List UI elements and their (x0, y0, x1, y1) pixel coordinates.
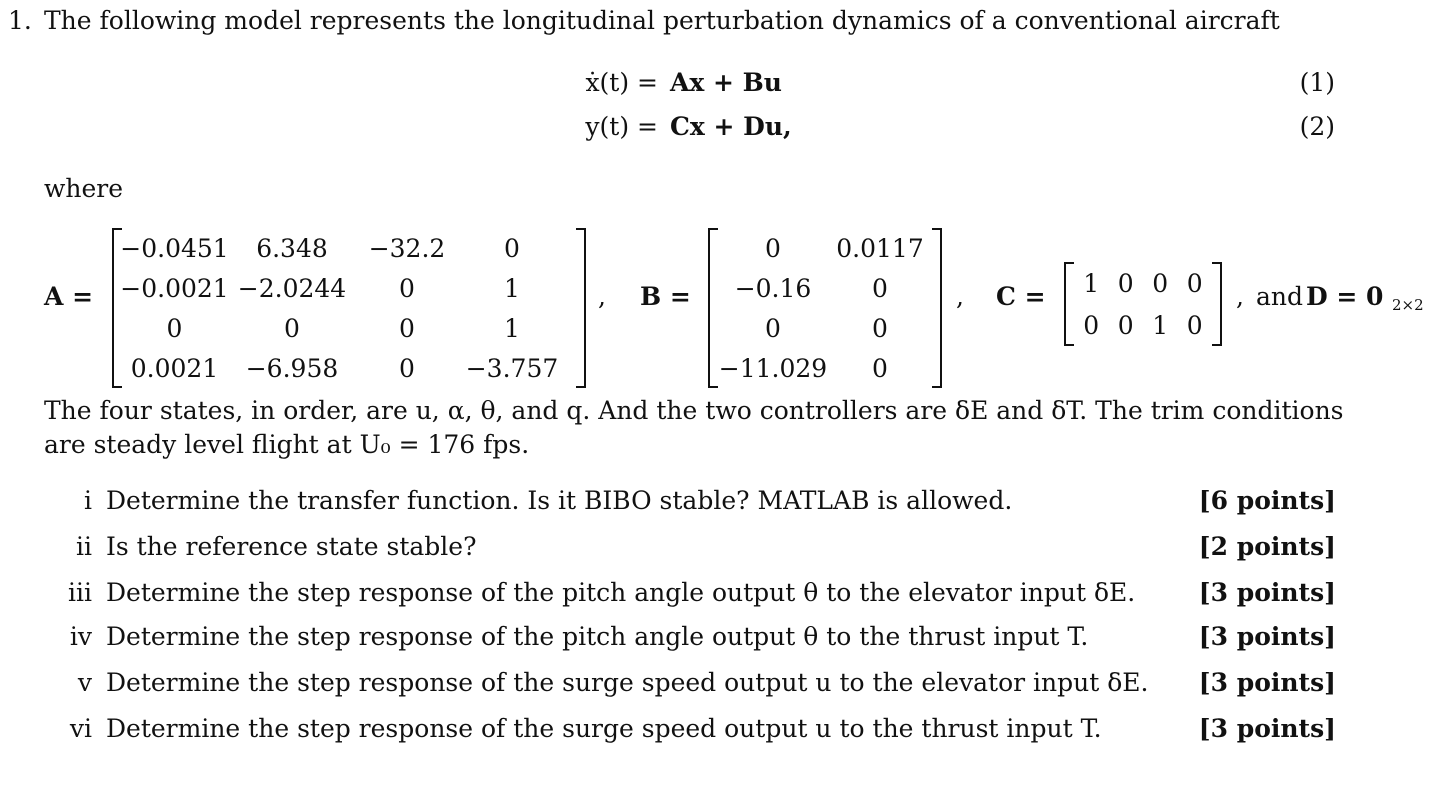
matrix-c-left-bracket (1064, 262, 1074, 346)
equation-1-rhs: Ax + Bu (670, 68, 782, 97)
where-label: where (44, 174, 124, 203)
matrix-c-comma: , (1236, 282, 1244, 311)
matrix-c-cell: 1 (1083, 268, 1100, 298)
matrix-c-cell: 0 (1186, 310, 1203, 340)
matrix-a-cell: 6.348 (256, 233, 328, 263)
matrix-c-cell: 0 (1117, 310, 1134, 340)
problem-intro: The following model represents the longitudinal perturbation dynamics of a conventional aircraft (44, 6, 1280, 35)
question-points: [3 points] (1198, 714, 1336, 743)
matrix-a-cell: −6.958 (245, 353, 339, 383)
matrix-b-cell: 0.0117 (836, 233, 924, 263)
matrix-b-left-bracket (708, 228, 718, 388)
matrix-a-cell: −0.0451 (120, 233, 229, 263)
matrix-b-cell: 0 (872, 313, 888, 343)
question-number: vi (69, 714, 92, 743)
matrix-b-cell: −11.029 (718, 353, 828, 383)
matrix-b-cell: 0 (872, 353, 888, 383)
matrix-a-cell: 1 (504, 313, 520, 343)
question-points: [6 points] (1198, 486, 1336, 515)
equation-1-number: (1) (1299, 68, 1335, 97)
states-text-line-2: are steady level flight at U₀ = 176 fps. (44, 430, 530, 459)
matrix-c-label: C = (996, 282, 1046, 311)
matrix-d-label: D = 0 (1306, 282, 1384, 311)
matrix-a-cell: −0.0021 (120, 273, 229, 303)
matrix-b-cell: 0 (872, 273, 888, 303)
matrix-a-cell: 1 (504, 273, 520, 303)
matrix-a-cell: 0 (399, 313, 415, 343)
matrix-a-cell: −32.2 (368, 233, 446, 263)
question-number: i (84, 486, 92, 515)
equation-2-number: (2) (1299, 112, 1335, 141)
matrix-a-cell: 0 (399, 273, 415, 303)
matrix-a-right-bracket (576, 228, 586, 388)
equation-2-lhs: y(t) = (585, 112, 658, 141)
matrix-c (1064, 262, 1222, 346)
question-text: Is the reference state stable? (106, 532, 477, 561)
question-points: [3 points] (1198, 622, 1336, 651)
matrix-a-cell: 0 (166, 313, 183, 343)
question-text: Determine the transfer function. Is it BIBO stable? MATLAB is allowed. (106, 486, 1013, 515)
matrix-a-cell: −2.0244 (237, 273, 347, 303)
matrix-b-comma: , (956, 282, 964, 311)
matrix-b-cell: 0 (765, 233, 781, 263)
question-number: iii (68, 578, 92, 607)
problem-number: 1. (8, 6, 32, 35)
question-number: ii (76, 532, 92, 561)
matrix-a-comma: , (598, 282, 606, 311)
equation-2-rhs: Cx + Du, (670, 112, 792, 141)
question-points: [2 points] (1198, 532, 1336, 561)
matrix-a-label: A = (44, 282, 94, 311)
matrix-c-right-bracket (1212, 262, 1222, 346)
matrix-b-right-bracket (932, 228, 942, 388)
question-text: Determine the step response of the pitch angle output θ to the elevator input δE. (106, 578, 1136, 607)
question-number: v (77, 668, 92, 697)
matrix-c-cell: 0 (1083, 310, 1100, 340)
matrix-b-label: B = (640, 282, 691, 311)
question-text: Determine the step response of the surge speed output u to the elevator input δE. (106, 668, 1149, 697)
matrix-a-cell: 0.0021 (130, 353, 219, 383)
question-points: [3 points] (1198, 668, 1336, 697)
matrix-c-cell: 0 (1117, 268, 1134, 298)
question-points: [3 points] (1198, 578, 1336, 607)
question-number: iv (69, 622, 92, 651)
matrix-b-cell: −0.16 (734, 273, 812, 303)
matrix-a-cell: 0 (284, 313, 300, 343)
matrix-d-subscript: 2×2 (1392, 296, 1424, 314)
matrix-b-cell: 0 (765, 313, 781, 343)
matrix-b (708, 228, 942, 388)
matrix-c-cell: 1 (1152, 310, 1169, 340)
matrix-d-and: and (1256, 282, 1304, 311)
matrix-a-grid (122, 228, 576, 388)
question-text: Determine the step response of the pitch angle output θ to the thrust input T. (106, 622, 1089, 651)
matrix-a-cell: 0 (504, 233, 520, 263)
matrix-c-cell: 0 (1152, 268, 1169, 298)
states-text-line-1: The four states, in order, are u, α, θ, and q. And the two controllers are δE and δT. The trim conditions (44, 396, 1344, 425)
matrix-a-cell: 0 (399, 353, 415, 383)
question-text: Determine the step response of the surge speed output u to the thrust input T. (106, 714, 1102, 743)
matrix-c-grid (1074, 262, 1212, 346)
matrix-c-cell: 0 (1186, 268, 1203, 298)
matrix-a (112, 228, 586, 388)
matrix-b-grid (718, 228, 932, 388)
matrix-a-cell: −3.757 (465, 353, 559, 383)
equation-1-lhs: ẋ(t) = (585, 68, 658, 97)
